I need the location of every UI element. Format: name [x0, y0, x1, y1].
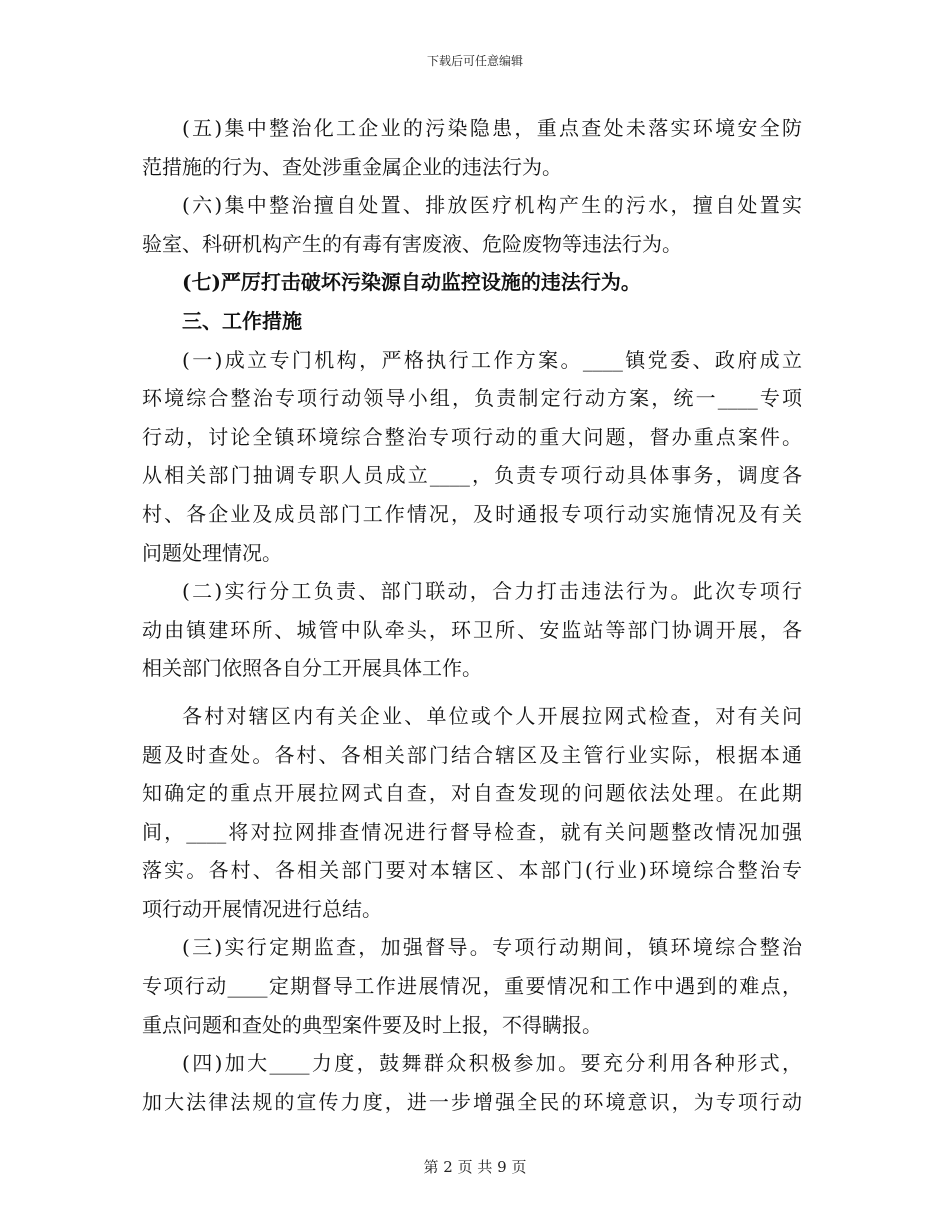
paragraph-line: (一)成立专门机构，严格执行工作方案。____镇党委、政府成立	[182, 347, 802, 372]
paragraph-line: 知确定的重点开展拉网式自查，对自查发现的问题依法处理。在此期	[142, 781, 802, 806]
paragraph-line: 落实。各村、各相关部门要对本辖区、本部门(行业)环境综合整治专	[142, 858, 802, 883]
paragraph-line: 专项行动____定期督导工作进展情况，重要情况和工作中遇到的难点，	[142, 974, 802, 999]
section-heading: 三、工作措施	[182, 308, 302, 333]
paragraph-line: 验室、科研机构产生的有毒有害废液、危险废物等违法行为。	[142, 231, 682, 256]
paragraph-line: 加大法律法规的宣传力度，进一步增强全民的环境意识，为专项行动	[142, 1089, 802, 1114]
paragraph-line: 相关部门依照各自分工开展具体工作。	[142, 656, 482, 681]
paragraph-line: (四)加大____力度，鼓舞群众积极参加。要充分利用各种形式，	[182, 1051, 802, 1076]
page-header: 下载后可任意编辑	[426, 54, 523, 68]
bold-heading-line: (七)严厉打击破坏污染源自动监控设施的违法行为。	[182, 270, 641, 295]
paragraph-line: 各村对辖区内有关企业、单位或个人开展拉网式检查，对有关问	[182, 703, 802, 728]
paragraph-spacer	[142, 688, 802, 697]
paragraph-line: 动由镇建环所、城管中队牵头，环卫所、安监站等部门协调开展，各	[142, 617, 802, 642]
paragraph-line: 从相关部门抽调专职人员成立____，负责专项行动具体事务，调度各	[142, 463, 802, 488]
paragraph-line: 问题处理情况。	[142, 540, 282, 565]
paragraph-line: 村、各企业及成员部门工作情况，及时通报专项行动实施情况及有关	[142, 501, 802, 526]
paragraph-line: 环境综合整治专项行动领导小组，负责制定行动方案，统一____专项	[142, 386, 802, 411]
paragraph-line: (二)实行分工负责、部门联动，合力打击违法行为。此次专项行	[182, 579, 802, 604]
page-footer: 第 2 页 共 9 页	[423, 1158, 527, 1176]
paragraph-line: 行动，讨论全镇环境综合整治专项行动的重大问题，督办重点案件。	[142, 424, 802, 449]
paragraph-line: (五)集中整治化工企业的污染隐患，重点查处未落实环境安全防	[182, 116, 802, 140]
paragraph-line: 项行动开展情况进行总结。	[142, 896, 382, 921]
document-body	[142, 109, 802, 1121]
paragraph-line: (三)实行定期监查，加强督导。专项行动期间，镇环境综合整治	[182, 935, 802, 960]
paragraph-line: 范措施的行为、查处涉重金属企业的违法行为。	[142, 154, 562, 179]
paragraph-line: 题及时查处。各村、各相关部门结合辖区及主管行业实际，根据本通	[142, 742, 802, 767]
paragraph-line: 间，____将对拉网排查情况进行督导检查，就有关问题整改情况加强	[142, 819, 802, 844]
paragraph-line: (六)集中整治擅自处置、排放医疗机构产生的污水，擅自处置实	[182, 193, 802, 218]
paragraph-line: 重点问题和查处的典型案件要及时上报，不得瞒报。	[142, 1012, 602, 1037]
